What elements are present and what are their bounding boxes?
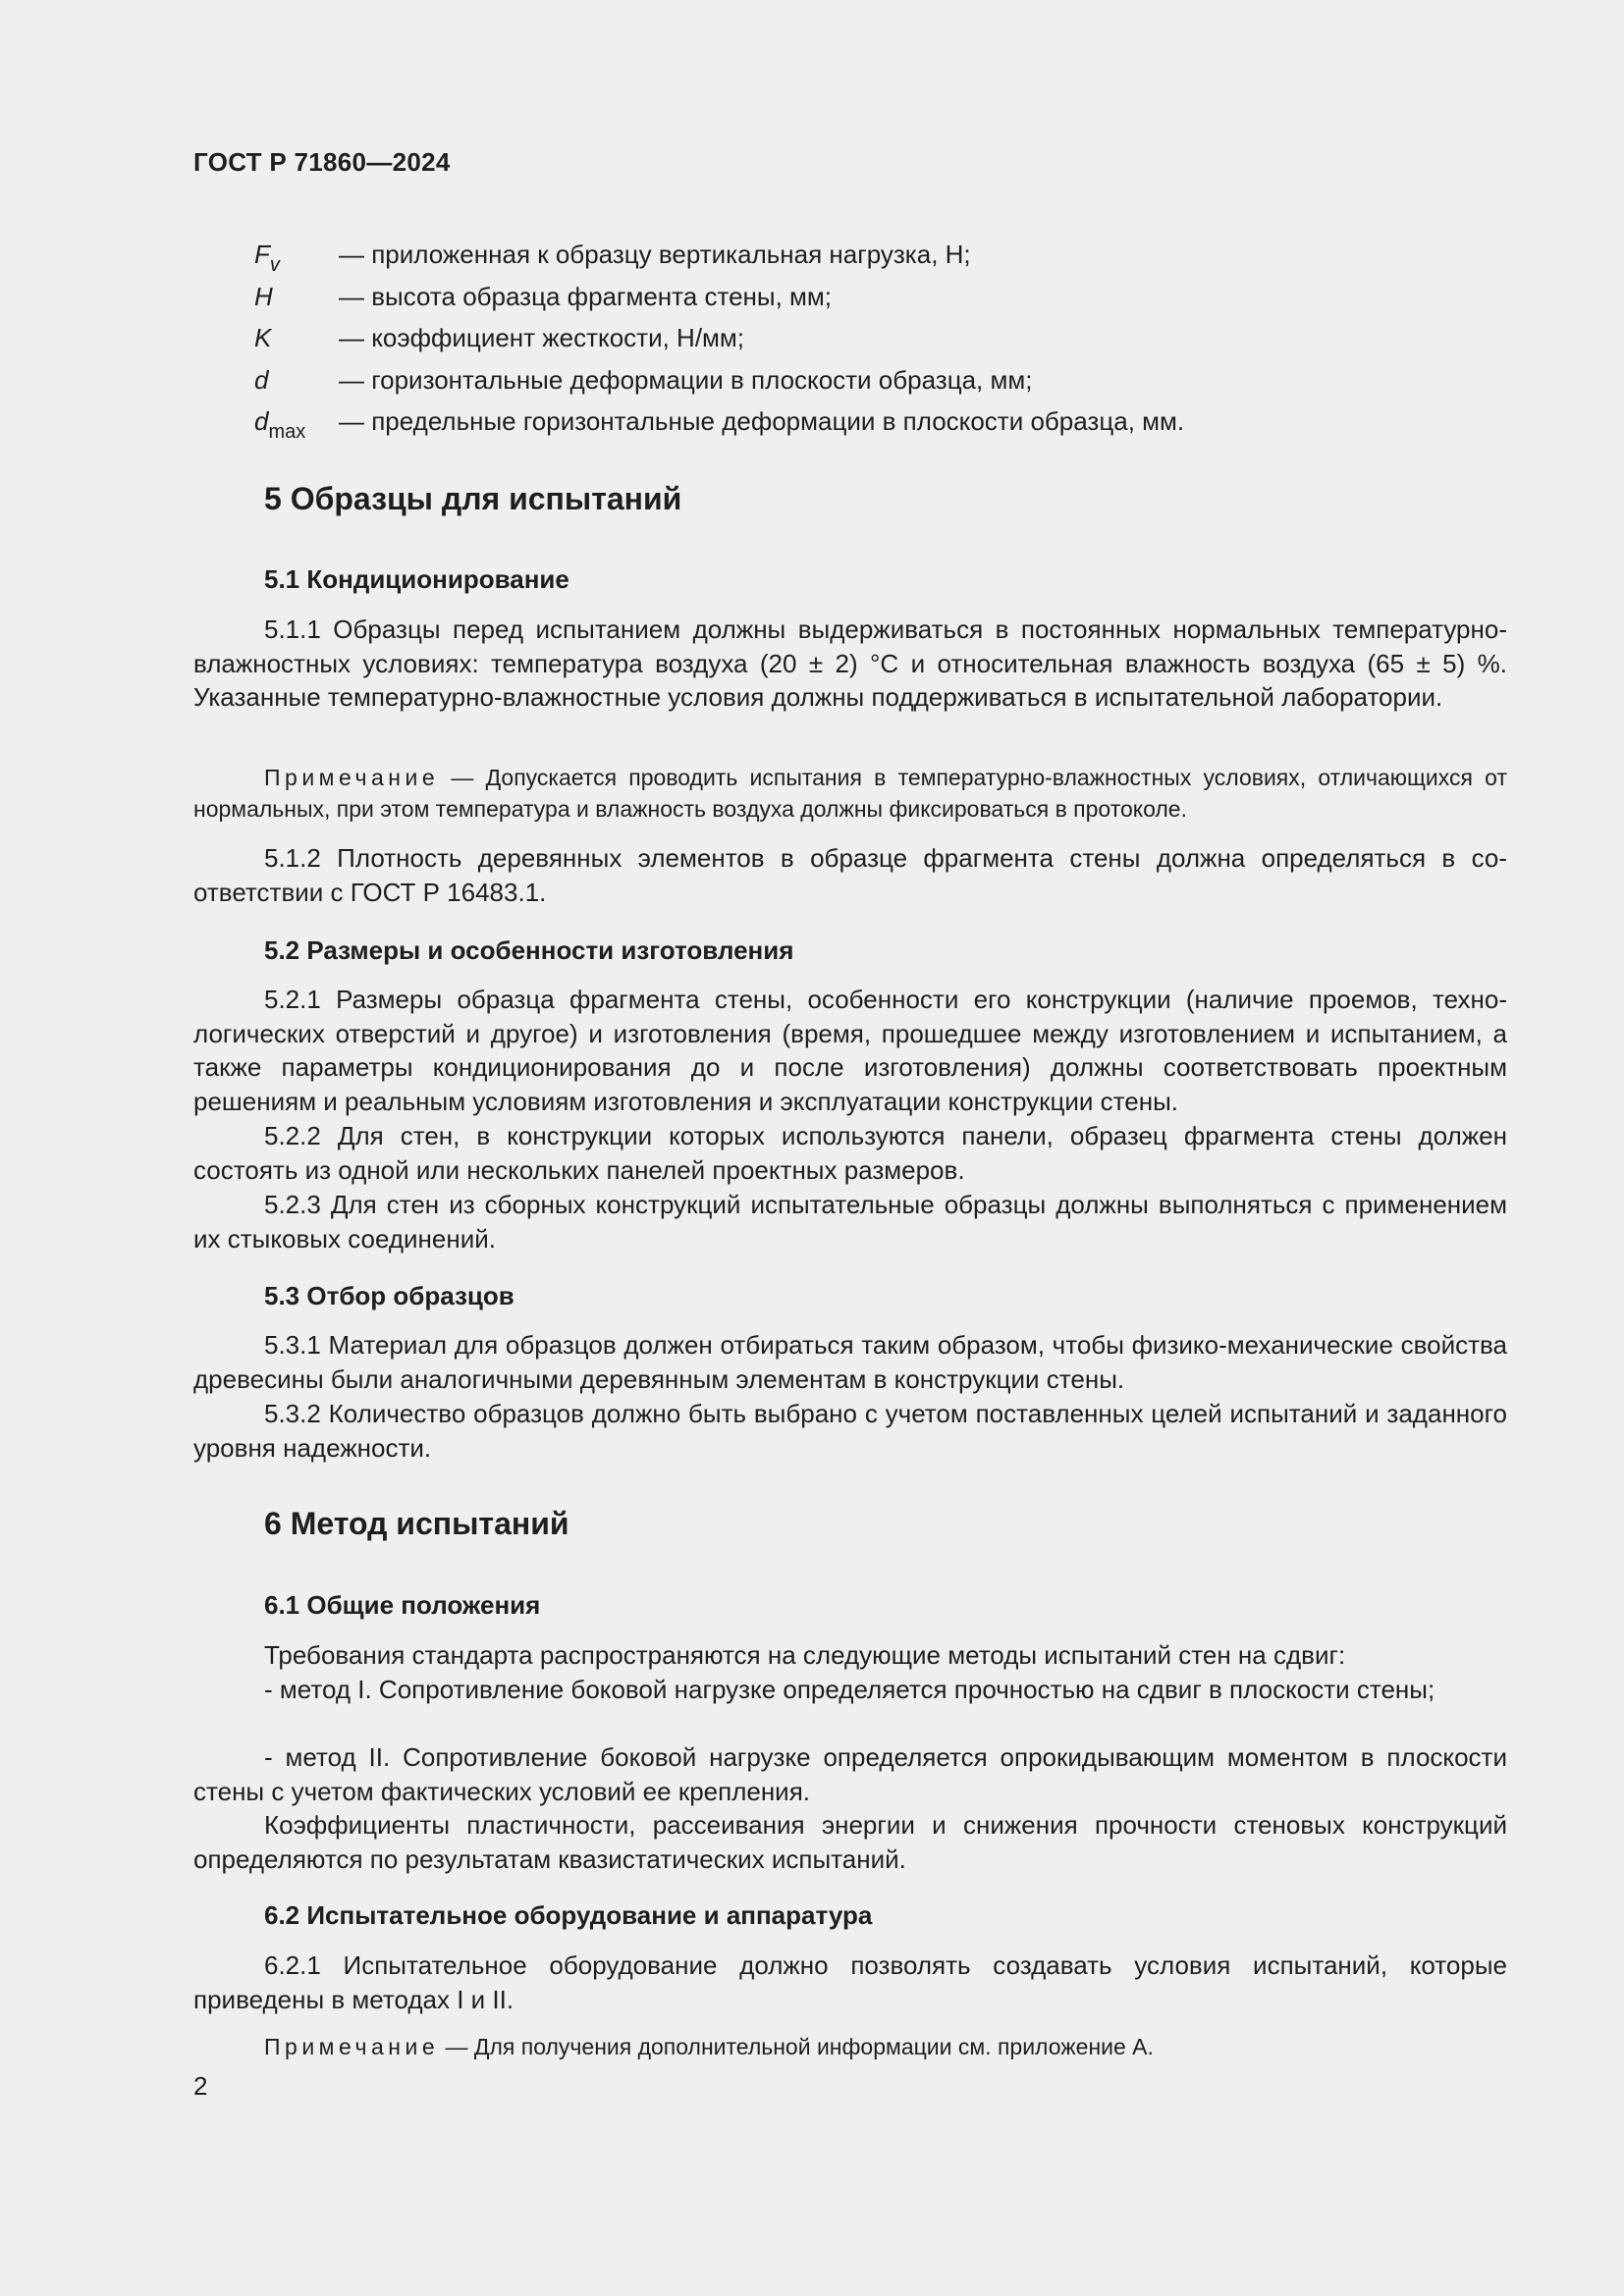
definition-row <box>254 234 1531 276</box>
note-label: Примечание <box>264 765 440 790</box>
paragraph-6-2-1: 6.2.1 Испытательное оборудование должно позволять создавать условия испытаний, которые приведены в методах I и II. <box>193 1950 1507 2014</box>
symbol-description: — горизонтальные деформации в плоскости образца, мм; <box>339 364 1033 395</box>
subsection-heading: 5.3 Отбор образцов <box>264 1281 514 1310</box>
note <box>193 2031 1507 2062</box>
list-item-method-1: - метод I. Сопротивление боковой нагрузке определяется прочностью на сдвиг в плоскости стены; <box>264 1675 1435 1704</box>
symbol: K <box>254 323 272 352</box>
paragraph: Коэффициенты пластичности, рассеивания энергии и снижения прочности стеновых конструкций определяются по результатам квазистатических испытаний. <box>193 1810 1507 1874</box>
symbol: $d_{max}$ <box>254 406 306 443</box>
symbol: d <box>254 364 269 395</box>
definition-row <box>254 317 1531 359</box>
symbol-description: — приложенная к образцу вертикальная нагрузка, Н; <box>339 240 971 269</box>
paragraph-5-2-2: 5.2.2 Для стен, в конструкции которых используются панели, образец фрагмента стены должен состоять из одной или нескольких панелей проектных размеров. <box>193 1121 1507 1185</box>
symbol-definitions <box>254 234 1531 443</box>
symbol-description: — предельные горизонтальные деформации в плоскости образца, мм. <box>339 406 1185 436</box>
subsection-heading: 5.2 Размеры и особенности изготовления <box>264 935 794 965</box>
subsection-heading: 5.1 Кондиционирование <box>264 564 569 594</box>
paragraph-5-1-1: 5.1.1 Образцы перед испытанием должны выдерживаться в постоянных нормальных температурно-влажностных условиях: температура воздуха (20 ± 2) °С и относительная влажность воздуха (65 ± 5) %. Указанные температурно-влажностные условия должны поддерживаться в испытательной лаборатории. <box>193 614 1507 713</box>
document-id: ГОСТ Р 71860—2024 <box>193 147 451 177</box>
section-heading: 6 Метод испытаний <box>264 1506 569 1541</box>
note-text: — Допускается проводить испытания в температурно-влажностных условиях, отличающихся от нормальных, при этом температура и влажность воздуха должны фиксироваться в протоколе. <box>193 765 1507 822</box>
section-heading: 5 Образцы для испытаний <box>264 481 682 516</box>
symbol-description: — коэффициент жесткости, Н/мм; <box>339 323 745 352</box>
paragraph-5-2-3: 5.2.3 Для стен из сборных конструкций испытательные образцы должны выполняться с применением их стыковых соединений. <box>193 1190 1507 1254</box>
paragraph-5-1-2: 5.1.2 Плотность деревянных элементов в образце фрагмента стены должна определяться в соответствии с ГОСТ Р 16483.1. <box>193 843 1507 907</box>
note-label: Примечание <box>264 2034 440 2059</box>
definition-row <box>254 359 1531 401</box>
subsection-heading: 6.1 Общие положения <box>264 1590 541 1620</box>
symbol-description: — высота образца фрагмента стены, мм; <box>339 281 833 311</box>
subsection-heading: 6.2 Испытательное оборудование и аппаратура <box>264 1900 873 1930</box>
definition-row <box>254 276 1531 318</box>
symbol: H <box>254 281 273 311</box>
note-text: — Для получения дополнительной информации см. приложение А. <box>439 2034 1154 2059</box>
page-number: 2 <box>193 2071 208 2101</box>
definition-row <box>254 400 1531 443</box>
paragraph-5-3-2: 5.3.2 Количество образцов должно быть выбрано с учетом поставленных целей испытаний и заданного уровня надежности. <box>193 1399 1507 1463</box>
note <box>193 762 1507 825</box>
paragraph: Требования стандарта распространяются на следующие методы испытаний стен на сдвиг: <box>264 1640 1346 1670</box>
paragraph-5-2-1: 5.2.1 Размеры образца фрагмента стены, особенности его конструкции (наличие проемов, технологических отверстий и другое) и изготовления (время, прошедшее между изготовлением и испытанием, а также параметры кондиционирования до и после изготовления) должны соответствовать проектным решениям и реальным условиям изготовления и эксплуатации конструкции стены. <box>193 985 1507 1116</box>
symbol: $F_v$ <box>254 240 280 276</box>
paragraph-5-3-1: 5.3.1 Материал для образцов должен отбираться таким образом, чтобы физико-механические свойства древесины были аналогичными деревянным элементам в конструкции стены. <box>193 1330 1507 1394</box>
list-item-method-2: - метод II. Сопротивление боковой нагрузке определяется опрокидывающим моментом в плоскости стены с учетом фактических условий ее крепления. <box>193 1742 1507 1806</box>
